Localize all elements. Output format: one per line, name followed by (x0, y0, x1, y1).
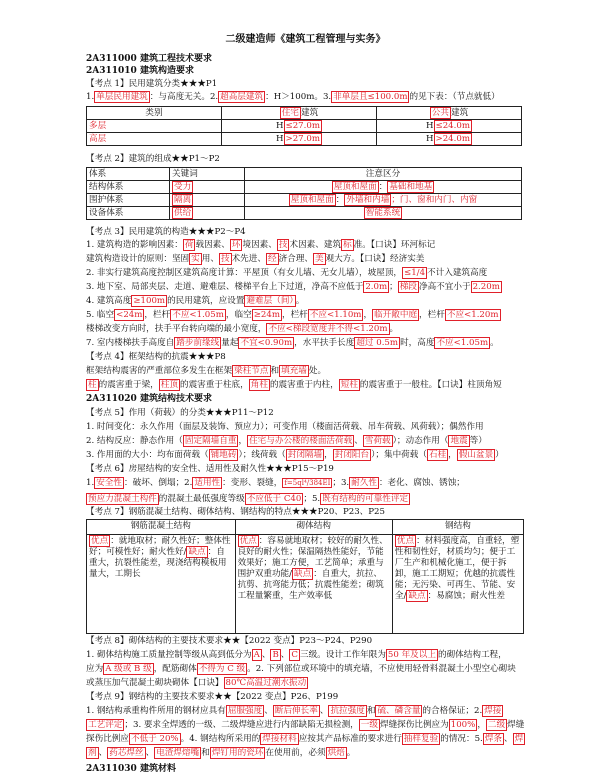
text-fragment: 处。 (308, 366, 327, 376)
text-fragment: 时，高度 (400, 338, 435, 348)
building-class-table: 类别 住宅 建筑 公共 建筑 多层 H ≤27.0m H ≤24.0m 高层 H >27.0m H >24.0m (86, 106, 522, 146)
text-fragment: ， (363, 310, 373, 320)
highlighted-term: 耐久性 (351, 478, 377, 488)
text-line (86, 380, 502, 391)
highlighted-term: 80℃高温过潮水振动 (225, 678, 307, 688)
text-fragment: 观大方。【口诀】经济实美 (325, 254, 425, 264)
text-fragment: ，栏杆 (281, 310, 308, 320)
highlighted-term: 不得为 C 级 (198, 664, 246, 674)
highlighted-term: 剂 (88, 748, 97, 758)
highlighted-term: 抗拉强度 (330, 706, 365, 716)
point-heading: 【考点 8】砌体结构的主要技术要求★★【2022 变点】P23～P24、P290 (86, 636, 373, 646)
text-line (86, 310, 501, 321)
highlighted-term: 临开敞中庭 (374, 310, 418, 320)
text-fragment: 的震害重于内柱， (269, 380, 339, 390)
point-heading: 【考点 4】框架结构的抗震★★★P8 (86, 352, 226, 362)
text-fragment: 的民用建筑，应设置 (167, 296, 245, 306)
text-fragment: ：老化、腐蚀、锈蚀； (378, 478, 465, 488)
highlighted-term: 焊 (514, 734, 524, 744)
text-line (86, 436, 487, 447)
text-fragment: 的震害重于柱底， (179, 380, 249, 390)
text-fragment: 3. 作用面的大小：均布面荷载（ (86, 450, 209, 460)
highlighted-term: A (253, 650, 260, 660)
highlighted-term: 断后伸长率 (274, 706, 318, 716)
text-fragment: 焊缝 (507, 720, 525, 730)
point-heading: 【考点 3】民用建筑的构造★★★P2～P4 (86, 227, 246, 237)
text-fragment: 。 (389, 324, 399, 334)
text-fragment: 用、 (201, 254, 219, 264)
text-fragment: ：材料强度高，自重轻，塑性和韧性好，材质均匀；便于工厂生产和机械化施工，便于拆卸，施工工期短；优越的抗震性能；无污染、可再生、节能、安全/ (394, 536, 520, 601)
text-fragment: 的震害重于一般柱。【口诀】柱顶角短 (359, 380, 502, 390)
highlighted-term: 二级 (487, 720, 506, 730)
highlighted-term: 安全性 (96, 478, 122, 488)
highlighted-term: 铺地砖 (210, 450, 237, 460)
text-fragment: ， (238, 436, 248, 446)
text-fragment: 、 (98, 748, 108, 758)
highlighted-term: f=5ql⁴/384EI (284, 479, 331, 487)
text-fragment: 。 (295, 296, 305, 306)
text-fragment: 准。【口诀】环河标记 (353, 240, 436, 250)
text-fragment: 1. 钢结构承重构件所用的钢材应具有 (86, 706, 226, 716)
text-fragment: 、 (319, 706, 329, 716)
text-line (86, 366, 326, 377)
text-fragment: 框架结构震害的严重部位多发生在框架 (86, 366, 233, 376)
highlighted-term: 焊接 (484, 706, 502, 716)
text-fragment: 1. (86, 478, 95, 488)
point-heading: 【考点 1】民用建筑分类★★★P1 (86, 79, 218, 89)
highlighted-term: 缺点 (294, 569, 312, 579)
highlighted-term: C (291, 650, 298, 660)
text-fragment: 。 (346, 748, 356, 758)
text-line (86, 296, 304, 307)
text-fragment: ，水平扶手长度 (294, 338, 355, 348)
point-heading: 【考点 7】钢筋混凝土结构、砌体结构、钢结构的特点★★★P20、P23、P25 (86, 507, 385, 517)
text-fragment: 、 (264, 706, 273, 716)
text-fragment: 建筑构造设计的原则：坚固 (86, 254, 190, 264)
text-fragment: 等） (469, 436, 487, 446)
highlighted-term: 优点 (91, 536, 109, 546)
text-fragment: 探伤比例应 (86, 734, 129, 744)
text-fragment: 的合格保证；2. (422, 706, 483, 716)
highlighted-term: 不应<梯段宽度并不得<1.20m (268, 324, 388, 334)
section-heading: 2A311000 建筑工程技术要求 (86, 54, 212, 64)
text-fragment: 。4. 钢结构所采用的 (180, 734, 261, 744)
highlighted-term: 工艺评定 (88, 720, 123, 730)
highlighted-term: 预应力混凝土构件 (88, 494, 157, 504)
highlighted-term: 技 (220, 254, 230, 264)
highlighted-term: 电渣焊熔嘴 (156, 748, 200, 758)
section-heading (86, 394, 212, 405)
highlighted-term: 踏步前缘线 (176, 338, 220, 348)
text-fragment: 、 (145, 748, 155, 758)
highlighted-term: 固定隔墙自重 (184, 436, 237, 446)
highlighted-term: ≥24m (253, 310, 280, 320)
building-composition-table: 体系 关键词 注意区分 结构体系 受力 屋顶和屋面 ： 基础和地基 围护体系 隔离 屋顶和屋面 ： 外墙和内墙 ；门、窗和内门、内窗 设备体系 供给 智能系统 (86, 167, 522, 220)
text-fragment: 2. 非实行建筑高度控制区建筑高度计算：平屋顶（有女儿墙、无女儿墙），坡屋顶， (86, 268, 403, 278)
highlighted-term: 抽样复验 (403, 734, 439, 744)
highlighted-term: 100% (450, 720, 476, 730)
text-fragment: 、 (261, 650, 271, 660)
text-line (86, 282, 502, 293)
text-fragment: ：破坏、倒塌；2. (124, 478, 193, 488)
text-line (86, 678, 308, 689)
highlighted-term: 一级 (360, 720, 378, 730)
highlighted-term: 缺点 (188, 547, 206, 557)
text-fragment: 三级。设计工作年限为 (299, 650, 386, 660)
highlighted-term: 不应<1.10m (309, 310, 362, 320)
text-line (86, 720, 524, 731)
text-fragment: 、 (354, 436, 363, 446)
text-fragment: 境因素、 (242, 240, 277, 250)
text-fragment: 的情况：5. (440, 734, 483, 744)
text-fragment: ：自重大，抗裂性能差，现浇结构模板用量大，工期长 (89, 547, 227, 579)
text-line (86, 254, 424, 265)
highlighted-term: 住宅与办公楼的楼面活荷载 (249, 436, 353, 446)
text-fragment: 在使用前，必须 (265, 748, 326, 758)
highlighted-term: 药芯焊丝 (109, 748, 144, 758)
highlighted-term: 假山盆景 (458, 450, 494, 460)
text-line (86, 268, 487, 279)
highlighted-term: 经 (267, 254, 277, 264)
text-fragment: 载因素、 (195, 240, 230, 250)
highlighted-term: 屈服强度 (227, 706, 263, 716)
text-fragment: ，配筋砌体 (153, 664, 197, 674)
highlighted-term: 石桂 (428, 450, 447, 460)
text-fragment: ）；线荷载（ (238, 450, 286, 460)
highlighted-term: 不应<1.05m (172, 310, 224, 320)
point-heading: 【考点 9】钢结构的主要技术要求★★【2022 变点】P26、P199 (86, 692, 339, 702)
highlighted-term: 柱顶 (160, 380, 178, 390)
highlighted-term: 地震 (450, 436, 468, 446)
text-fragment: ， (477, 720, 486, 730)
text-fragment: 的砌体结构工程， (437, 650, 507, 660)
text-fragment: ）；集中荷载（ (371, 450, 427, 460)
highlighted-term: 荷 (184, 240, 194, 250)
highlighted-term: 缺点 (408, 591, 426, 601)
text-fragment: 术先进、 (231, 254, 266, 264)
text-fragment: 的震害重于梁， (98, 380, 159, 390)
text-line (86, 450, 504, 461)
text-fragment: ）；动态作用（ (392, 436, 449, 446)
highlighted-term: 烘焙 (327, 748, 345, 758)
highlighted-term: 填充墙 (281, 366, 307, 376)
text-fragment: 2A311020 (86, 394, 137, 404)
text-fragment: 2. 结构反应：静态作用（ (86, 436, 183, 446)
text-fragment: 应按其产品标准的要求进行 (298, 734, 402, 744)
highlighted-term: 避难层（间） (246, 296, 294, 306)
text-fragment: ；5. (303, 494, 321, 504)
section-heading: 2A311010 建筑构造要求 (86, 66, 194, 76)
text-fragment: 2A311030 (86, 764, 137, 774)
text-fragment: 术因素、建筑 (289, 240, 342, 250)
text-fragment: 4. 建筑高度 (86, 296, 132, 306)
text-fragment: ；3. 要求全焊透的一级、二级焊缝应进行内部缺陷无损检测， (124, 720, 359, 730)
text-line (86, 324, 398, 335)
text-fragment: ， (324, 450, 333, 460)
highlighted-term: 不应<1.05m (436, 338, 489, 348)
structure-comparison-table: 钢筋混凝土结构 砌体结构 钢结构 优点 ：就地取材；耐久性好；整体性好；可模性好；耐火性好/ 缺点 ：自重大，抗裂性能差，现浇结构模板用量大，工期长 优点 ：容易就地取材；较好的耐久性、良好的耐火性；保温隔热性能好，节能效果好；施工方便，工艺简单；承重与围护双重功能/ 缺点 ：自重大，抗拉、抗剪、抗弯能力低；抗震性能差；砌筑工程量繁重，生产效率低 优点 ：材料强度高，自重轻，塑性和韧性好，材质均匀；便于工厂生产和机械化施工，便于拆卸，施工工期短；优越的抗震性能；无污染、可再生、节能、安全/ 缺点 ：易腐蚀；耐火性差 (86, 519, 524, 634)
text-fragment: 1. 砌体结构施工质量控制等级从高到低分为 (86, 650, 252, 660)
text-fragment: 不计入建筑高度 (427, 268, 488, 278)
text-fragment: ，临空 (225, 310, 252, 320)
text-fragment: 建筑结构技术要求 (139, 394, 212, 404)
text-fragment: ，栏杆 (144, 310, 171, 320)
text-fragment: ：易腐蚀；耐火性差 (427, 591, 505, 601)
text-fragment: 焊缝探伤比例应为 (379, 720, 449, 730)
text-fragment: 量起 (221, 338, 239, 348)
text-fragment: ：变形、裂缝， (222, 478, 283, 488)
text-fragment: ； (389, 282, 398, 292)
text-line: 1. 时间变化：永久作用（面层及装饰、预应力）；可变作用（楼面活荷载、吊车荷载、风荷载）；偶然作用 (86, 422, 484, 432)
highlighted-term: B (272, 650, 279, 660)
highlighted-term: <24m (116, 310, 143, 320)
steel-cell (392, 535, 523, 634)
highlighted-term: 超过 0.5m (356, 338, 399, 348)
point-heading: 【考点 6】房屋结构的安全性、适用性及耐久性★★★P15～P19 (86, 464, 334, 474)
highlighted-term: 标 (343, 240, 352, 250)
highlighted-term: 不宜<0.90m (240, 338, 293, 348)
text-fragment: ：就地取材；耐久性好；整体性好；可模性好；耐火性好/ (89, 536, 231, 557)
text-fragment: 和 (366, 706, 376, 716)
highlighted-term: 实 (191, 254, 200, 264)
highlighted-term: 焊条 (484, 734, 502, 744)
text-fragment: 和 (270, 366, 280, 376)
highlighted-term: 柱 (88, 380, 97, 390)
highlighted-term: 梯段 (399, 282, 417, 292)
highlighted-term: 不应低于 C40 (246, 494, 302, 504)
highlighted-term: 2.0m (365, 282, 388, 292)
highlighted-term: 焊钉用的瓷环 (211, 748, 264, 758)
highlighted-term: 角柱 (250, 380, 268, 390)
text-fragment: 或蒸压加气混凝土砌块砌体【口诀】 (86, 678, 224, 688)
text-fragment: 。 (490, 338, 499, 348)
highlighted-term: 不应<1.20m (446, 310, 499, 320)
highlighted-term: 50 年及以上 (387, 650, 436, 660)
text-line (86, 706, 503, 717)
highlighted-term: ≤1/4 (404, 268, 426, 278)
highlighted-term: 优点 (396, 536, 415, 546)
text-fragment: 应为 (86, 664, 104, 674)
point-heading: 【考点 2】建筑的组成★★P1～P2 (86, 154, 220, 164)
text-fragment: 3. 地下室、局部夹层、走道、避难层、楼梯平台上下过道，净高不应低于 (86, 282, 364, 292)
highlighted-term: 适用性 (194, 478, 221, 488)
masonry-cell (235, 535, 392, 634)
text-fragment: 7. 室内楼梯扶手高度自 (86, 338, 175, 348)
text-line (86, 494, 410, 505)
text-fragment: 5. 临空 (86, 310, 115, 320)
text-fragment: ， (448, 450, 457, 460)
text-fragment: 楼梯改变方向时，扶手平台转向端的最小宽度， (86, 324, 267, 334)
text-fragment: ；3. (332, 478, 350, 488)
concrete-cell (87, 535, 236, 634)
highlighted-term: 美 (314, 254, 324, 264)
highlighted-term: 不低于 20% (130, 734, 179, 744)
text-line (86, 478, 465, 489)
text-fragment: 和 (201, 748, 210, 758)
text-fragment: 的混凝土最低强度等级 (158, 494, 245, 504)
highlighted-term: A 级或 B 级 (105, 664, 152, 674)
text-fragment: 建筑材料 (139, 764, 176, 774)
text-line (86, 664, 516, 675)
text-fragment: ） (495, 450, 504, 460)
point-heading: 【考点 5】作用（荷载）的分类★★★P11～P12 (86, 408, 274, 418)
text-line (86, 734, 525, 745)
text-fragment: ：自重大，抗拉、抗剪、抗弯能力低；抗震性能差；砌筑工程量繁重，生产效率低 (237, 569, 384, 601)
text-fragment: 济合理、 (278, 254, 313, 264)
highlighted-term: 封闭阳台 (334, 450, 370, 460)
text-line (86, 650, 507, 661)
text-fragment: ：容易就地取材；较好的耐久性、良好的耐火性；保温隔热性能好，节能效果好；施工方便，工艺简单；承重与围护双重功能/ (237, 536, 388, 579)
highlighted-term: 硫、磷含量 (377, 706, 421, 716)
text-fragment: 净高不宜小于 (418, 282, 471, 292)
document-title: 二级建造师《建筑工程管理与实务》 (225, 34, 386, 45)
highlighted-term: 技 (278, 240, 288, 250)
highlighted-term: 梁柱节点 (234, 366, 269, 376)
text-fragment: 、 (504, 734, 513, 744)
text-fragment: ，栏杆 (419, 310, 445, 320)
text-fragment: 。2. 下列部位或环境中的填充墙，不应使用轻骨料混凝土小型空心砌块 (247, 664, 516, 674)
highlighted-term: 2.20m (472, 282, 500, 292)
text-fragment: 1. 建筑构造的影响因素： (86, 240, 183, 250)
highlighted-term: 短柱 (340, 380, 358, 390)
highlighted-term: 焊接材料 (262, 734, 297, 744)
highlighted-term: ≥100m (133, 296, 166, 306)
text-line: 1. 单层民用建筑 ：与高度无关。2. 超高层建筑 ：H＞100m。3. 非单层且≤100.0m 的见下表：（节点就低） (86, 92, 500, 102)
text-fragment: 、 (280, 650, 290, 660)
highlighted-term: 既有结构的可靠性评定 (322, 494, 409, 504)
text-line (86, 338, 499, 349)
text-line (86, 748, 355, 759)
highlighted-term: 优点 (239, 536, 257, 546)
highlighted-term: 封闭隔墙 (287, 450, 323, 460)
highlighted-term: 环 (231, 240, 241, 250)
highlighted-term: 雪荷载 (364, 436, 391, 446)
section-heading (86, 764, 176, 775)
text-line (86, 240, 435, 251)
